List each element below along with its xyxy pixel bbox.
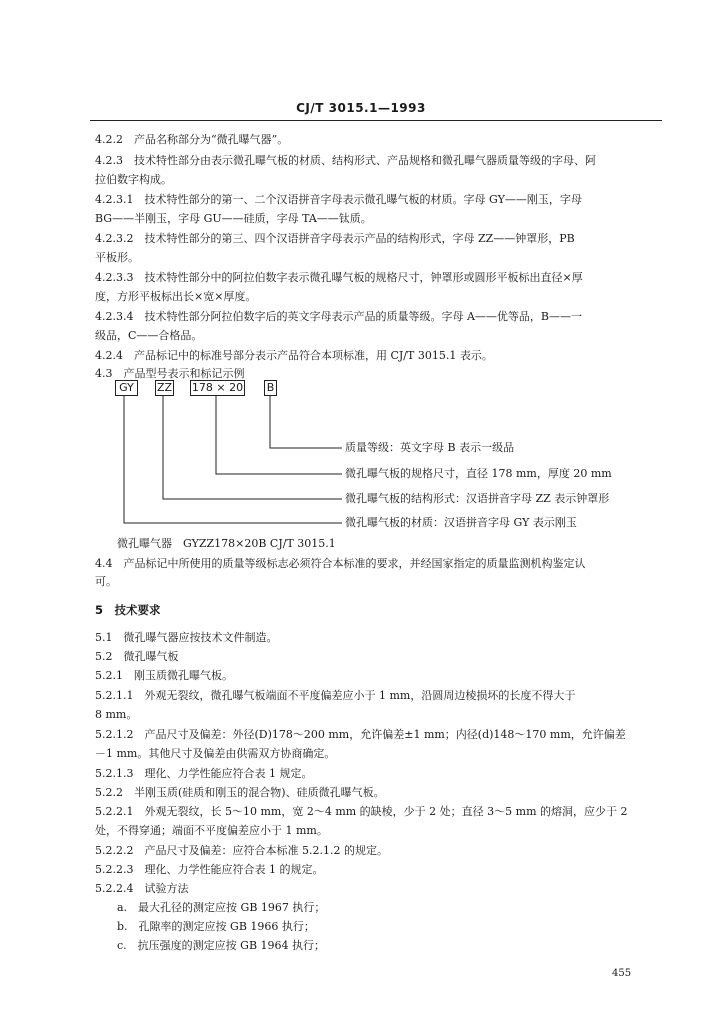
clause-4-3: 4.3 产品型号表示和标记示例 xyxy=(95,367,245,380)
clause-5-2-2-3: 5.2.2.3 理化、力学性能应符合表 1 的规定。 xyxy=(95,863,324,876)
clause-4-2-3: 4.2.3 技术特性部分由表示微孔曝气板的材质、结构形式、产品规格和微孔曝气器质量等级的字母、阿 xyxy=(95,154,596,167)
clause-5-2-2: 5.2.2 半刚玉质(硅质和刚玉的混合物)、硅质微孔曝气板。 xyxy=(95,786,385,799)
leader-size xyxy=(216,396,342,474)
clause-5-2-2-1-cont: 处，不得穿通；端面不平度偏差应小于 1 mm。 xyxy=(95,824,328,837)
clause-4-2-3-2: 4.2.3.2 技术特性部分的第三、四个汉语拼音字母表示产品的结构形式，字母 ZZ——钟罩形，PB xyxy=(95,232,575,245)
clause-5-2: 5.2 微孔曝气板 xyxy=(95,650,179,663)
test-method-a: a. 最大孔径的测定应按 GB 1967 执行； xyxy=(117,901,326,914)
section-5-title: 5 技术要求 xyxy=(95,603,161,617)
clause-4-2-3-3: 4.2.3.3 技术特性部分中的阿拉伯数字表示微孔曝气板的规格尺寸，钟罩形或圆形平板标出直径×厚 xyxy=(95,271,583,284)
clause-5-1: 5.1 微孔曝气器应按技术文件制造。 xyxy=(95,631,278,644)
clause-5-2-1-3: 5.2.1.3 理化、力学性能应符合表 1 规定。 xyxy=(95,767,313,780)
page-number: 455 xyxy=(612,968,632,979)
desc-structure: 微孔曝气板的结构形式：汉语拼音字母 ZZ 表示钟罩形 xyxy=(345,492,610,505)
clause-5-2-1: 5.2.1 刚玉质微孔曝气板。 xyxy=(95,669,233,682)
clause-5-2-2-4: 5.2.2.4 试验方法 xyxy=(95,882,189,895)
clause-4-2-3-4: 4.2.3.4 技术特性部分阿拉伯数字后的英文字母表示产品的质量等级。字母 A——优等品，B——一 xyxy=(95,310,583,323)
clause-4-2-3-3-cont: 度，方形平板标出长×宽×厚度。 xyxy=(95,290,257,303)
test-method-c: c. 抗压强度的测定应按 GB 1964 执行； xyxy=(117,939,326,952)
clause-4-4-cont: 可。 xyxy=(95,575,117,588)
clause-5-2-1-2: 5.2.1.2 产品尺寸及偏差：外径(D)178～200 mm，允许偏差±1 mm；内径(d)148～170 mm，允许偏差 xyxy=(95,728,626,741)
clause-5-2-1-1-cont: 8 mm。 xyxy=(95,708,138,721)
clause-4-2-3-cont: 拉伯数字构成。 xyxy=(95,173,172,186)
diagram-box-size: 178 × 20 xyxy=(191,381,244,394)
desc-size: 微孔曝气板的规格尺寸，直径 178 mm，厚度 20 mm xyxy=(345,467,612,480)
marking-example: 微孔曝气器 GYZZ178×20B CJ/T 3015.1 xyxy=(117,537,336,550)
clause-4-2-3-2-cont: 平板形。 xyxy=(95,251,139,264)
leader-grade xyxy=(270,396,342,448)
clause-4-4: 4.4 产品标记中所使用的质量等级标志必须符合本标准的要求，并经国家指定的质量监测机构鉴定认 xyxy=(95,557,586,570)
leader-material xyxy=(124,396,342,523)
test-method-b: b. 孔隙率的测定应按 GB 1966 执行； xyxy=(117,920,315,933)
clause-4-2-4: 4.2.4 产品标记中的标准号部分表示产品符合本项标准，用 CJ/T 3015.1 表示。 xyxy=(95,349,493,362)
clause-4-2-3-4-cont: 级品，C——合格品。 xyxy=(95,329,203,342)
clause-4-2-2: 4.2.2 产品名称部分为“微孔曝气器”。 xyxy=(95,133,289,146)
diagram-box-material: GY xyxy=(115,380,138,396)
clause-4-2-3-1-cont: BG——半刚玉，字母 GU——硅质，字母 TA——钛质。 xyxy=(95,212,372,225)
clause-5-2-1-2-cont: －1 mm。其他尺寸及偏差由供需双方协商确定。 xyxy=(95,747,336,760)
clause-5-2-2-1: 5.2.2.1 外观无裂纹，长 5～10 mm，宽 2～4 mm 的缺棱，少于 2 处；直径 3～5 mm 的熔洞，应少于 2 xyxy=(95,805,628,818)
diagram-box-grade: B xyxy=(264,380,277,396)
clause-5-2-1-1: 5.2.1.1 外观无裂纹，微孔曝气板端面不平度偏差应小于 1 mm，沿圆周边棱损坏的长度不得大于 xyxy=(95,689,576,702)
desc-material: 微孔曝气板的材质：汉语拼音字母 GY 表示刚玉 xyxy=(345,516,577,529)
diagram-box-structure: ZZ xyxy=(156,381,173,394)
page-header-standard-code: CJ/T 3015.1—1993 xyxy=(296,101,426,115)
desc-grade: 质量等级：英文字母 B 表示一级品 xyxy=(345,441,515,454)
clause-4-2-3-1: 4.2.3.1 技术特性部分的第一、二个汉语拼音字母表示微孔曝气板的材质。字母 GY——刚玉，字母 xyxy=(95,193,582,206)
clause-5-2-2-2: 5.2.2.2 产品尺寸及偏差：应符合本标准 5.2.1.2 的规定。 xyxy=(95,844,388,857)
